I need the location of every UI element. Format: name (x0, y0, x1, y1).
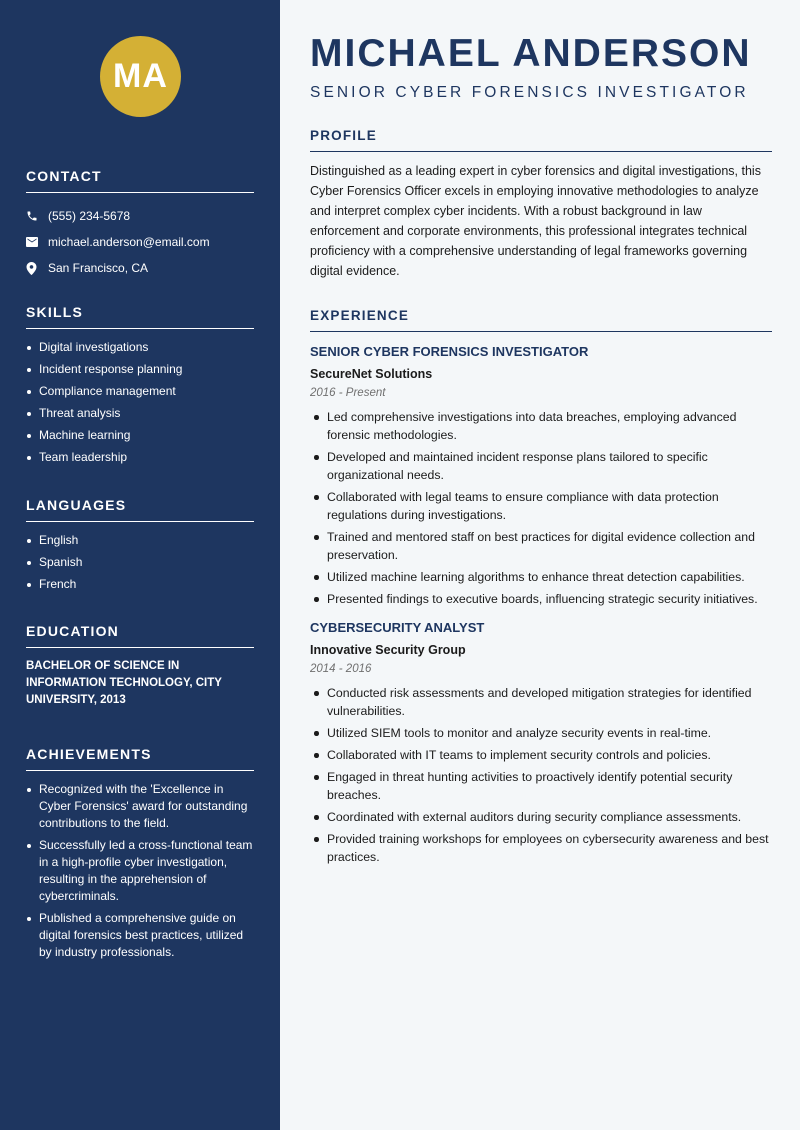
skill-item: Compliance management (26, 383, 254, 400)
achievements-heading: ACHIEVEMENTS (26, 746, 254, 771)
language-item: French (26, 576, 254, 593)
job-company: Innovative Security Group (310, 643, 466, 657)
location-pin-icon (26, 262, 48, 275)
skill-item: Incident response planning (26, 361, 254, 378)
skill-item: Digital investigations (26, 339, 254, 356)
job-dates: 2016 - Present (310, 387, 386, 399)
location-text: San Francisco, CA (48, 261, 149, 275)
profile-section (310, 128, 772, 281)
job-dates: 2014 - 2016 (310, 663, 372, 675)
job-bullet: Utilized SIEM tools to monitor and analyze security events in real-time. (310, 724, 772, 742)
job-bullets (310, 408, 772, 608)
skill-item: Threat analysis (26, 405, 254, 422)
contact-location (26, 255, 254, 281)
job-bullet: Trained and mentored staff on best practices for digital evidence collection and preservation. (310, 528, 772, 564)
contact-heading: CONTACT (26, 168, 254, 193)
phone-icon (26, 210, 48, 222)
achievement-item: Successfully led a cross-functional team in a high-profile cyber investigation, resulting in the apprehension of cybercriminals. (26, 837, 254, 905)
education-section (26, 623, 254, 709)
contact-email (26, 229, 254, 255)
skills-heading: SKILLS (26, 304, 254, 329)
job-bullet: Presented findings to executive boards, influencing strategic security initiatives. (310, 590, 772, 608)
job-title: CYBERSECURITY ANALYST (310, 620, 485, 635)
job-bullet: Utilized machine learning algorithms to enhance threat detection capabilities. (310, 568, 772, 586)
skills-section (26, 304, 254, 471)
job-bullet: Coordinated with external auditors during security compliance assessments. (310, 808, 772, 826)
avatar (100, 36, 181, 117)
achievements-section (26, 746, 254, 966)
job-bullet: Conducted risk assessments and developed mitigation strategies for identified vulnerabilities. (310, 684, 772, 720)
education-heading: EDUCATION (26, 623, 254, 648)
candidate-name: MICHAEL ANDERSON (310, 32, 752, 75)
avatar-initials: MA (113, 57, 168, 95)
skills-list (26, 339, 254, 466)
languages-list (26, 532, 254, 593)
language-item: Spanish (26, 554, 254, 571)
candidate-title: SENIOR CYBER FORENSICS INVESTIGATOR (310, 84, 749, 101)
job-entry (310, 344, 772, 608)
job-bullet: Engaged in threat hunting activities to proactively identify potential security breaches. (310, 768, 772, 804)
contact-phone (26, 203, 254, 229)
languages-section (26, 497, 254, 598)
job-bullet: Collaborated with IT teams to implement security controls and policies. (310, 746, 772, 764)
skill-item: Team leadership (26, 449, 254, 466)
achievement-item: Published a comprehensive guide on digital forensics best practices, utilized by industry professionals. (26, 910, 254, 961)
education-degree: BACHELOR OF SCIENCE IN INFORMATION TECHNOLOGY, CITY UNIVERSITY, 2013 (26, 660, 222, 706)
phone-text: (555) 234-5678 (48, 209, 131, 223)
profile-text: Distinguished as a leading expert in cyber forensics and digital investigations, this Cyber Forensics Officer excels in employing innovative methodologies to analyze and interpret complex cyber incidents. With a robust background in law enforcement and corporate environments, this professional integrates technical proficiency with a comprehensive understanding of legal frameworks governing digital evidence. (310, 164, 761, 278)
job-bullet: Led comprehensive investigations into data breaches, employing advanced forensic methodologies. (310, 408, 772, 444)
job-bullet: Provided training workshops for employees on cybersecurity awareness and best practices. (310, 830, 772, 866)
languages-heading: LANGUAGES (26, 497, 254, 522)
experience-heading: EXPERIENCE (310, 308, 772, 332)
sidebar (0, 0, 280, 1130)
job-bullets (310, 684, 772, 866)
achievement-item: Recognized with the 'Excellence in Cyber Forensics' award for outstanding contributions to the field. (26, 781, 254, 832)
job-title: SENIOR CYBER FORENSICS INVESTIGATOR (310, 344, 589, 359)
email-text[interactable]: michael.anderson@email.com (48, 235, 210, 249)
profile-heading: PROFILE (310, 128, 772, 152)
job-bullet: Collaborated with legal teams to ensure compliance with data protection regulations during investigations. (310, 488, 772, 524)
contact-section (26, 168, 254, 281)
job-bullet: Developed and maintained incident response plans tailored to specific organizational needs. (310, 448, 772, 484)
job-entry (310, 620, 772, 866)
skill-item: Machine learning (26, 427, 254, 444)
language-item: English (26, 532, 254, 549)
job-company: SecureNet Solutions (310, 367, 433, 381)
achievements-list (26, 781, 254, 961)
mail-icon (26, 237, 48, 247)
experience-section (310, 308, 772, 870)
